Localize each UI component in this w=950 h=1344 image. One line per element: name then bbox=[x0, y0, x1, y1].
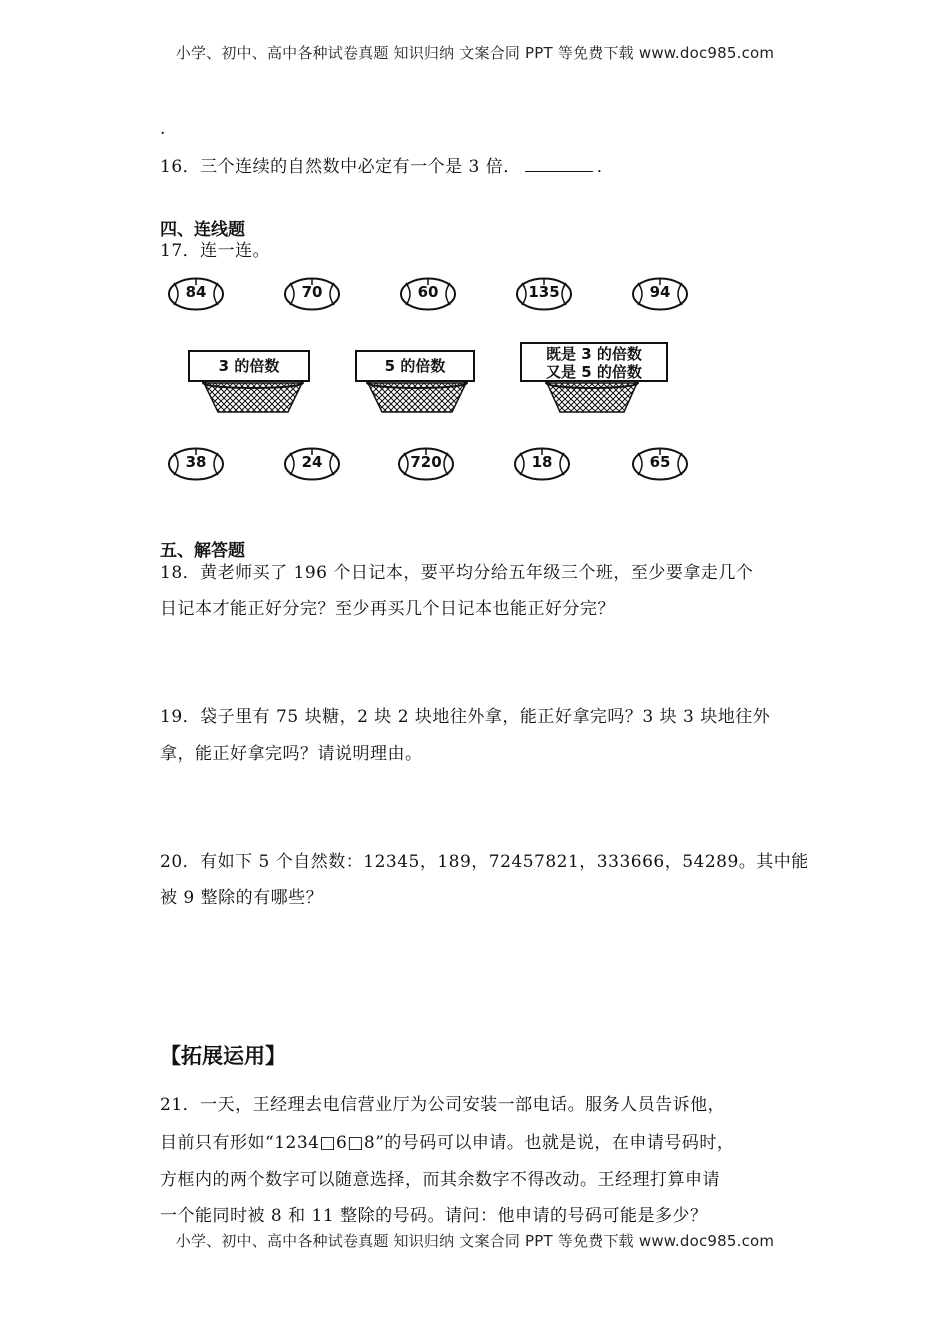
ball-number: 60 bbox=[417, 283, 439, 301]
section-4-title: 四、连线题 bbox=[160, 220, 245, 240]
basket-sign bbox=[520, 342, 668, 382]
basket-sign bbox=[188, 350, 310, 382]
question-16 bbox=[160, 155, 614, 178]
question-18-line-1: 18．黄老师买了 196 个日记本，要平均分给五年级三个班，至少要拿走几个 bbox=[160, 563, 754, 583]
basket-multiples-of-3[interactable] bbox=[188, 350, 338, 440]
question-19-line-2: 拿，能正好拿完吗？请说明理由。 bbox=[160, 744, 423, 764]
ball-number: 135 bbox=[528, 283, 560, 301]
ball-720[interactable] bbox=[398, 447, 454, 481]
basket-label: 3 的倍数 bbox=[218, 357, 280, 375]
basket-label-line2: 又是 5 的倍数 bbox=[546, 363, 642, 381]
ball-number: 18 bbox=[531, 453, 553, 471]
question-19-line-1: 19．袋子里有 75 块糖，2 块 2 块地往外拿，能正好拿完吗？3 块 3 块地往外 bbox=[160, 707, 771, 727]
basket-multiples-of-3-and-5[interactable] bbox=[520, 342, 670, 432]
basket-label-line1: 既是 3 的倍数 bbox=[546, 345, 642, 363]
question-16-end: ． bbox=[596, 157, 615, 177]
question-21-line-2: 目前只有形如“1234□6□8”的号码可以申请。也就是说，在申请号码时， bbox=[160, 1133, 735, 1153]
ball-24[interactable] bbox=[284, 447, 340, 481]
question-20-line-2: 被 9 整除的有哪些？ bbox=[160, 888, 324, 908]
ball-60[interactable] bbox=[400, 277, 456, 311]
extension-title: 【拓展运用】 bbox=[160, 1044, 286, 1068]
question-18-line-2: 日记本才能正好分完？至少再买几个日记本也能正好分完？ bbox=[160, 599, 615, 619]
ball-number: 84 bbox=[185, 283, 207, 301]
basket-label: 5 的倍数 bbox=[384, 357, 446, 375]
question-21-line-3: 方框内的两个数字可以随意选择，而其余数字不得改动。王经理打算申请 bbox=[160, 1170, 720, 1190]
basket-sign bbox=[355, 350, 475, 382]
ball-number: 720 bbox=[410, 453, 442, 471]
ball-84[interactable] bbox=[168, 277, 224, 311]
ball-18[interactable] bbox=[514, 447, 570, 481]
ball-70[interactable] bbox=[284, 277, 340, 311]
ball-135[interactable] bbox=[516, 277, 572, 311]
basket-multiples-of-5[interactable] bbox=[355, 350, 505, 440]
ball-38[interactable] bbox=[168, 447, 224, 481]
question-20-line-1: 20．有如下 5 个自然数：12345，189，72457821，333666，54289。其中能 bbox=[160, 852, 809, 872]
question-21-line-4: 一个能同时被 8 和 11 整除的号码。请问：他申请的号码可能是多少？ bbox=[160, 1206, 708, 1226]
question-17: 17．连一连。 bbox=[160, 241, 271, 261]
question-21-line-1: 21．一天，王经理去电信营业厅为公司安装一部电话。服务人员告诉他， bbox=[160, 1095, 726, 1115]
ball-number: 94 bbox=[649, 283, 671, 301]
ball-number: 24 bbox=[301, 453, 323, 471]
question-16-text: 16．三个连续的自然数中必定有一个是 3 倍． bbox=[160, 157, 521, 177]
ball-number: 65 bbox=[649, 453, 671, 471]
ball-65[interactable] bbox=[632, 447, 688, 481]
ball-number: 38 bbox=[185, 453, 207, 471]
stray-dot: . bbox=[160, 119, 166, 139]
ball-number: 70 bbox=[301, 283, 323, 301]
answer-blank[interactable] bbox=[525, 155, 593, 172]
ball-94[interactable] bbox=[632, 277, 688, 311]
page-footer: 小学、初中、高中各种试卷真题 知识归纳 文案合同 PPT 等免费下载 www.doc985.com bbox=[175, 1232, 775, 1250]
page-header: 小学、初中、高中各种试卷真题 知识归纳 文案合同 PPT 等免费下载 www.doc985.com bbox=[175, 44, 775, 62]
section-5-title: 五、解答题 bbox=[160, 541, 245, 561]
